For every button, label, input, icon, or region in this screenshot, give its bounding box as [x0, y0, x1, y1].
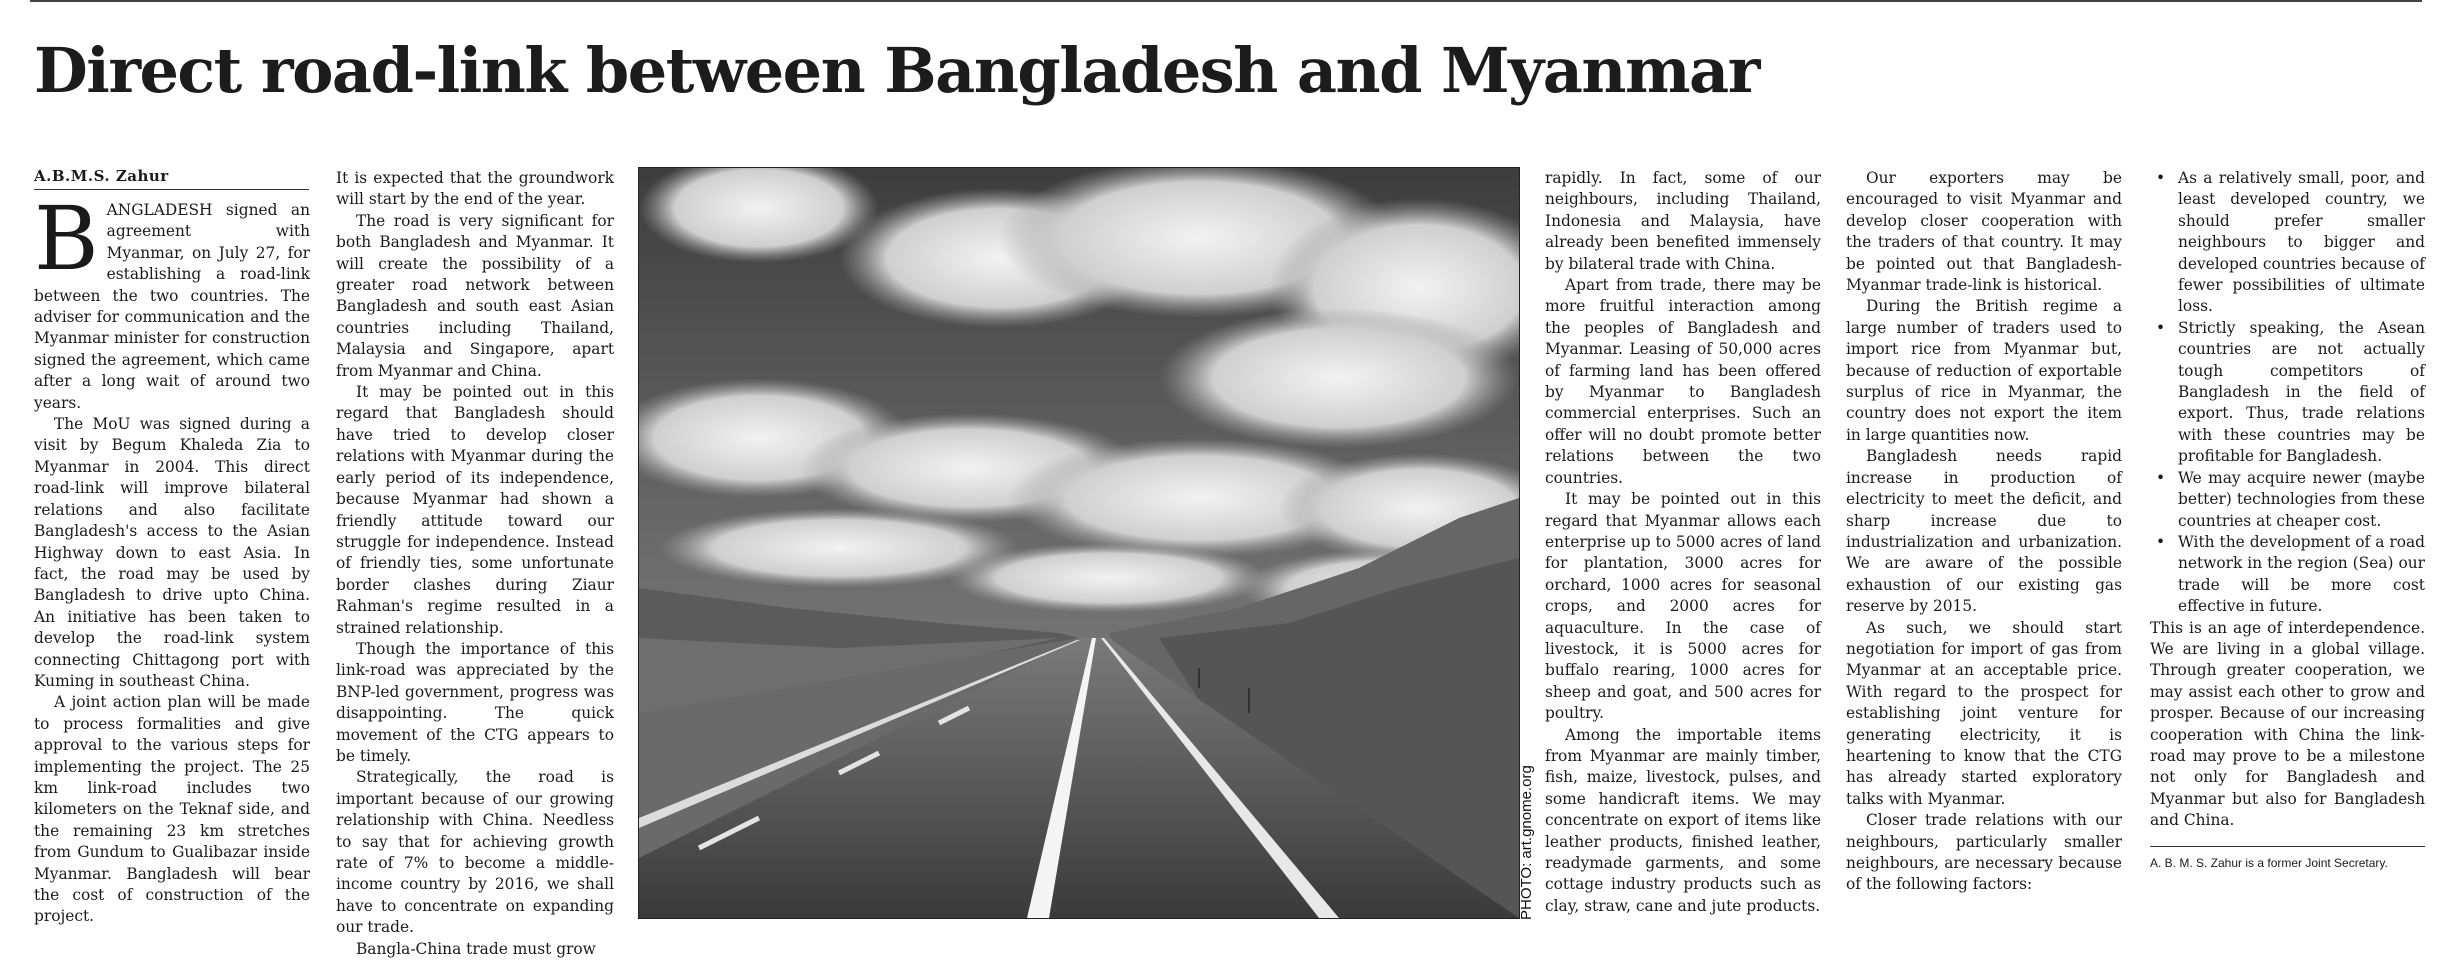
author-note: A. B. M. S. Zahur is a former Joint Secretary. [2150, 855, 2388, 870]
paragraph: Though the importance of this link-road was appreciated by the BNP-led government, progress was disappointing. The quick movement of the CTG appears to be timely. [336, 639, 614, 765]
closing-paragraph: This is an age of interdependence. We are living in a global village. Through greater cooperation, we may assist each other to grow and prosper. Because of our increasing cooperation with China the link-road may prove to be a milestone not only for Bangladesh and Myanmar but also for Bangladesh and China. [2150, 618, 2425, 830]
article-column-5 [2150, 168, 2425, 871]
list-item: • As a relatively small, poor, and least developed country, we should prefer smaller neighbours to bigger and developed countries because of fewer possibilities of ultimate loss. [2150, 168, 2425, 318]
paragraph: The MoU was signed during a visit by Begum Khaleda Zia to Myanmar in 2004. This direct road-link will improve bilateral relations and also facilitate Bangladesh's access to the Asian Highway down to east Asia. In fact, the road may be used by Bangladesh to drive upto China. An initiative has been taken to develop the road-link system connecting Chittagong port with Kuming in southeast China. [34, 415, 310, 690]
paragraph: It is expected that the groundwork will start by the end of the year. [336, 169, 614, 209]
paragraph: It may be pointed out in this regard that Myanmar allows each enterprise up to 5000 acres of land for plantation, 3000 acres for orchard, 1000 acres for seasonal crops, and 2000 acres for aquaculture. In the case of livestock, it is 5000 acres for buffalo rearing, 1000 acres for sheep and goat, and 500 acres for poultry. [1545, 490, 1821, 723]
article-column-3 [1545, 168, 1821, 917]
top-rule [30, 0, 2422, 2]
list-item: • We may acquire newer (maybe better) technologies from these countries at cheaper cost. [2150, 468, 2425, 532]
paragraph: Bangla-China trade must grow [356, 939, 596, 958]
drop-cap: B [34, 187, 99, 290]
paragraph: rapidly. In fact, some of our neighbours, including Thailand, Indonesia and Malaysia, have already been benefited immensely by bilateral trade with China. [1545, 169, 1821, 273]
article-column-1 [34, 187, 310, 928]
paragraph: Closer trade relations with our neighbours, particularly smaller neighbours, are necessary because of the following factors: [1846, 811, 2122, 894]
article-column-2 [336, 168, 614, 960]
paragraph: It may be pointed out in this regard that Bangladesh should have tried to develop closer relations with Myanmar during the early period of its independence, because Myanmar had shown a friendly attitude toward our struggle for independence. Instead of friendly ties, some unfortunate border clashes during Ziaur Rahman's regime resulted in a strained relationship. [336, 383, 614, 637]
list-item: • With the development of a road network in the region (Sea) our trade will be more cost effective in future. [2150, 532, 2425, 618]
paragraph: Strategically, the road is important because of our growing relationship with China. Needless to say that for achieving growth rate of 7% to become a middle-income country by 2016, we shall have to concentrate on expanding our trade. [336, 768, 614, 937]
factors-list [2150, 168, 2425, 618]
paragraph: The road is very significant for both Bangladesh and Myanmar. It will create the possibility of a greater road network between Bangladesh and south east Asian countries including Thailand, Malaysia and Singapore, apart from Myanmar and China. [336, 211, 614, 380]
article-column-4 [1846, 168, 2122, 896]
paragraph: A joint action plan will be made to process formalities and give approval to the various steps for implementing the project. The 25 km link-road includes two kilometers on the Teknaf side, and the remaining 23 km stretches from Gundum to Gualibazar inside Myanmar. Bangladesh will bear the cost of construction of the project. [34, 693, 310, 926]
lead-text: ANGLADESH signed an agreement with Myanmar, on July 27, for establishing a road-link between the two countries. The adviser for communication and the Myanmar minister for construction signed the agreement, which came after a long wait of around two years. [34, 201, 310, 412]
photo-credit: PHOTO: art.gnome.org [1518, 765, 1535, 920]
road-photo [638, 167, 1520, 919]
byline: A.B.M.S. Zahur [34, 167, 309, 190]
list-item: • Strictly speaking, the Asean countries are not actually tough competitors of Bangladesh in the field of export. Thus, trade relations with these countries may be profitable for Bangladesh. [2150, 318, 2425, 468]
headline: Direct road-link between Bangladesh and Myanmar [34, 34, 1759, 107]
paragraph: Bangladesh needs rapid increase in production of electricity to meet the deficit, and sharp increase due to industrialization and urbanization. We are aware of the possible exhaustion of our existing gas reserve by 2015. [1846, 447, 2122, 616]
paragraph: Among the importable items from Myanmar are mainly timber, fish, maize, livestock, pulses, and some handicraft items. We may concentrate on export of items like leather products, finished leather, readymade garments, and some cottage industry products such as clay, straw, cane and jute products. [1545, 725, 1821, 915]
lead-paragraph [34, 187, 310, 414]
paragraph: Our exporters may be encouraged to visit Myanmar and develop closer cooperation with the traders of that country. It may be pointed out that Bangladesh-Myanmar trade-link is historical. [1846, 169, 2122, 295]
paragraph: Apart from trade, there may be more fruitful interaction among the peoples of Bangladesh and Myanmar. Leasing of 50,000 acres of farming land has been offered by Myanmar to Bangladesh commercial enterprises. Such an offer will no doubt promote better relations between the two countries. [1545, 276, 1821, 487]
paragraph: During the British regime a large number of traders used to import rice from Myanmar but, because of reduction of exportable surplus of rice in Myanmar, the country does not export the item in large quantities now. [1846, 297, 2122, 444]
divider [2150, 846, 2425, 847]
paragraph: As such, we should start negotiation for import of gas from Myanmar at an acceptable price. With regard to the prospect for establishing joint venture for generating electricity, it is heartening to know that the CTG has already started exploratory talks with Myanmar. [1846, 618, 2122, 808]
